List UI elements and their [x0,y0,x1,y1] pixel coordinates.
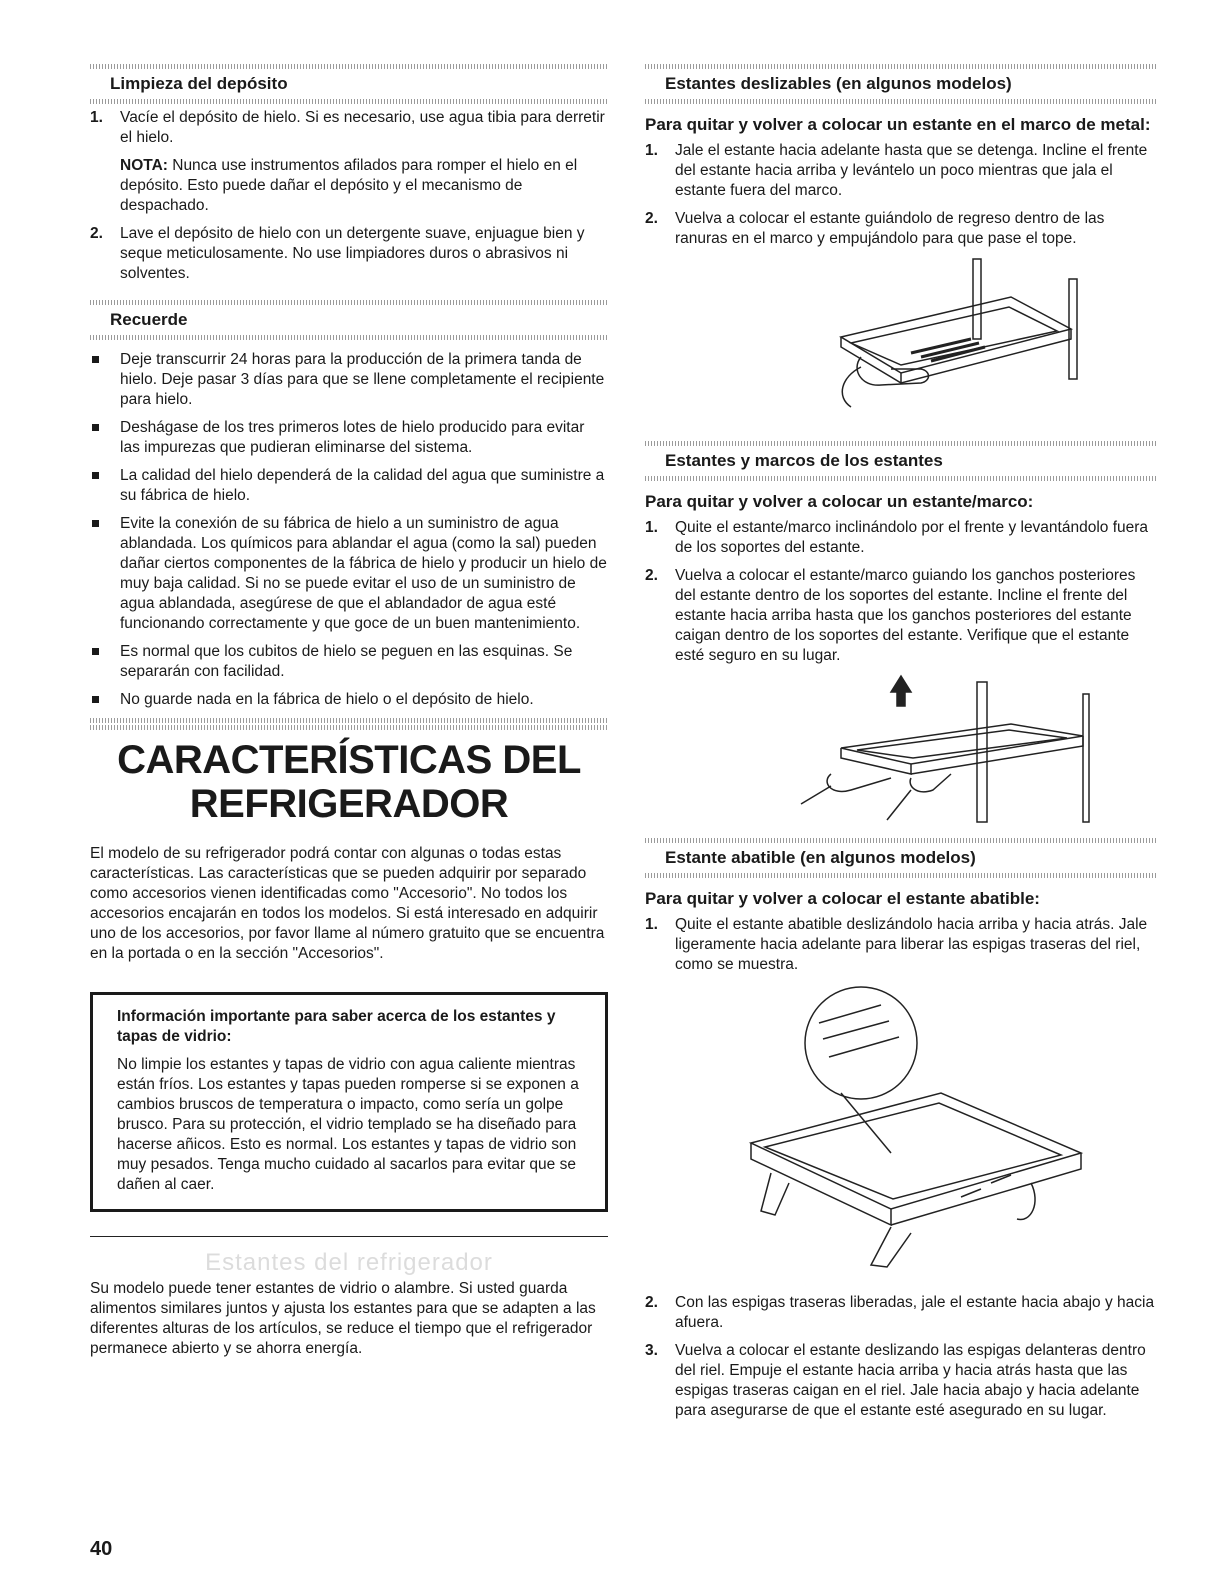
tilt-lead: Para quitar y volver a colocar el estante abatible: [645,889,1040,908]
bullet-icon [92,696,99,703]
bullet-text: Deje transcurrir 24 horas para la producción de la primera tanda de hielo. Deje pasar 3 días para que se llene completamente el recipiente para hielo. [120,351,605,408]
sliding-lead: Para quitar y volver a colocar un estante en el marco de metal: [645,115,1151,134]
section-title: Recuerde [110,310,188,329]
section-header-frames [645,447,1157,475]
list-item [90,690,608,710]
list-item [645,915,1157,975]
section-header-cleaning [90,70,608,98]
shelves-text: Su modelo puede tener estantes de vidrio o alambre. Si usted guarda alimentos similares juntos y ajusta los estantes para que se adapten a las diferentes alturas de los artículos, se reduce el tiempo que el refrigerador permanece abierto y se ahorra energía. [90,1280,596,1357]
title-line-2: REFRIGERADOR [189,782,509,826]
section-title: Estantes deslizables (en algunos modelos) [665,74,1012,93]
list-item [90,642,608,682]
cleaning-steps [90,108,608,284]
step-number: 1. [90,109,103,126]
step-text: Vuelva a colocar el estante/marco guiando los ganchos posteriores del estante dentro de los soportes del estante. Incline el frente del estante hacia arriba hasta que los ganchos posteriores del estante caigan dentro de los soportes del estante. Verifique que el estante esté seguro en su lugar. [675,567,1136,664]
bullet-icon [92,520,99,527]
tilt-steps-1 [645,915,1157,975]
step-text: Con las espigas traseras liberadas, jale el estante hacia abajo y hacia afuera. [675,1294,1155,1331]
step-text: Vacíe el depósito de hielo. Si es necesario, use agua tibia para derretir el hielo. [120,109,605,146]
bullet-icon [92,648,99,655]
sliding-shelf-illustration [711,257,1091,427]
frames-steps [645,518,1157,666]
list-item [645,1341,1157,1421]
list-item [645,141,1157,201]
step-number: 2. [645,567,658,584]
step-text: Vuelva a colocar el estante deslizando las espigas delanteras dentro del riel. Empuje el estante hacia arriba y hacia atrás hasta que las espigas traseras caigan en el riel. Jale hacia abajo y hacia adelante para asegurarse de que el estante esté asegurado en su lugar. [675,1342,1146,1419]
info-box-text: No limpie los estantes y tapas de vidrio con agua caliente mientras están fríos. Los estantes y tapas pueden romperse si se exponen a cambios bruscos de temperatura o impacto, como sería un golpe brusco. Para su protección, el vidrio templado se ha diseñado para hacerse añicos. Esto es normal. Los estantes y tapas de vidrio son muy pesados. Tenga mucho cuidado al sacarlos para evitar que se dañen al caer. [117,1056,579,1193]
remember-list [90,350,608,710]
list-item [645,566,1157,666]
step-number: 1. [645,519,658,536]
bullet-text: La calidad del hielo dependerá de la calidad del agua que suministre a su fábrica de hielo. [120,467,605,504]
features-intro: El modelo de su refrigerador podrá contar con algunas o todas estas características. Las características que se pueden adquirir por separado como accesorios vienen identificadas como "Accesorio". No todos los accesorios encajarán en todos los modelos. Si está interesado en adquirir uno de los accesorios, por favor llame al número gratuito que se encuentra en la portada o en la sección "Accesorios". [90,845,605,962]
title-line-1: CARACTERÍSTICAS DEL [117,738,581,782]
bullet-icon [92,356,99,363]
bullet-text: Es normal que los cubitos de hielo se peguen en las esquinas. Se separarán con facilidad. [120,643,573,680]
info-box-title: Información importante para saber acerca de los estantes y tapas de vidrio: [117,1008,556,1045]
shelf-frame-illustration [711,674,1091,824]
list-item [90,466,608,506]
bullet-text: No guarde nada en la fábrica de hielo o el depósito de hielo. [120,691,534,708]
step-text: Vuelva a colocar el estante guiándolo de regreso dentro de las ranuras en el marco y empujándolo para que pase el tope. [675,210,1105,247]
list-item [90,350,608,410]
bullet-text: Deshágase de los tres primeros lotes de hielo producido para evitar las impurezas que pudieran eliminarse del sistema. [120,419,585,456]
section-header-sliding [645,70,1157,98]
bullet-text: Evite la conexión de su fábrica de hielo a un suministro de agua ablandada. Los químicos para ablandar el agua (como la sal) pueden dañar ciertos componentes de la fábrica de hielo y producir un hielo de muy baja calidad. Si no se puede evitar el uso de un suministro de agua ablandada, asegúrese de que el ablandador de agua esté funcionando correctamente y que goce de un buen mantenimiento. [120,515,607,632]
step-text: Quite el estante/marco inclinándolo por el frente y levantándolo fuera de los soportes del estante. [675,519,1149,556]
step-text: Quite el estante abatible deslizándolo hacia arriba y hacia atrás. Jale ligeramente hacia adelante para liberar las espigas traseras del riel, como se muestra. [675,916,1148,973]
step-number: 2. [90,225,103,242]
note-text: Nunca use instrumentos afilados para romper el hielo en el depósito. Esto puede dañar el depósito y el mecanismo de despachado. [120,157,578,214]
right-column [645,70,1157,1429]
note-label: NOTA: [120,157,168,174]
list-item [90,514,608,634]
step-number: 2. [645,210,658,227]
step-number: 2. [645,1294,658,1311]
note [120,156,608,216]
page-title [90,738,608,826]
divider [90,1236,608,1237]
frames-lead: Para quitar y volver a colocar un estante/marco: [645,492,1034,511]
list-item [645,209,1157,249]
step-text: Lave el depósito de hielo con un detergente suave, enjuague bien y seque meticulosamente. No use limpiadores duros o abrasivos ni solventes. [120,225,585,282]
list-item [90,224,608,284]
list-item [645,518,1157,558]
step-number: 3. [645,1342,658,1359]
bullet-icon [92,424,99,431]
list-item [90,418,608,458]
page-number: 40 [90,1538,113,1560]
section-title: Limpieza del depósito [110,74,288,93]
tilt-steps-2 [645,1293,1157,1421]
section-header-remember [90,306,608,334]
tilt-shelf-illustration [711,983,1091,1273]
step-number: 1. [645,142,658,159]
section-title: Estantes y marcos de los estantes [665,451,943,470]
bullet-icon [92,472,99,479]
list-item [90,108,608,216]
list-item [645,1293,1157,1333]
step-text: Jale el estante hacia adelante hasta que se detenga. Incline el frente del estante hacia arriba y levántelo un poco mientras que jala el estante fuera del marco. [675,142,1148,199]
shelves-subtitle: Estantes del refrigerador [205,1249,493,1276]
left-column [90,70,608,1359]
info-box [90,992,608,1212]
section-header-tilt [645,844,1157,872]
sliding-steps [645,141,1157,249]
step-number: 1. [645,916,658,933]
section-title: Estante abatible (en algunos modelos) [665,848,976,867]
